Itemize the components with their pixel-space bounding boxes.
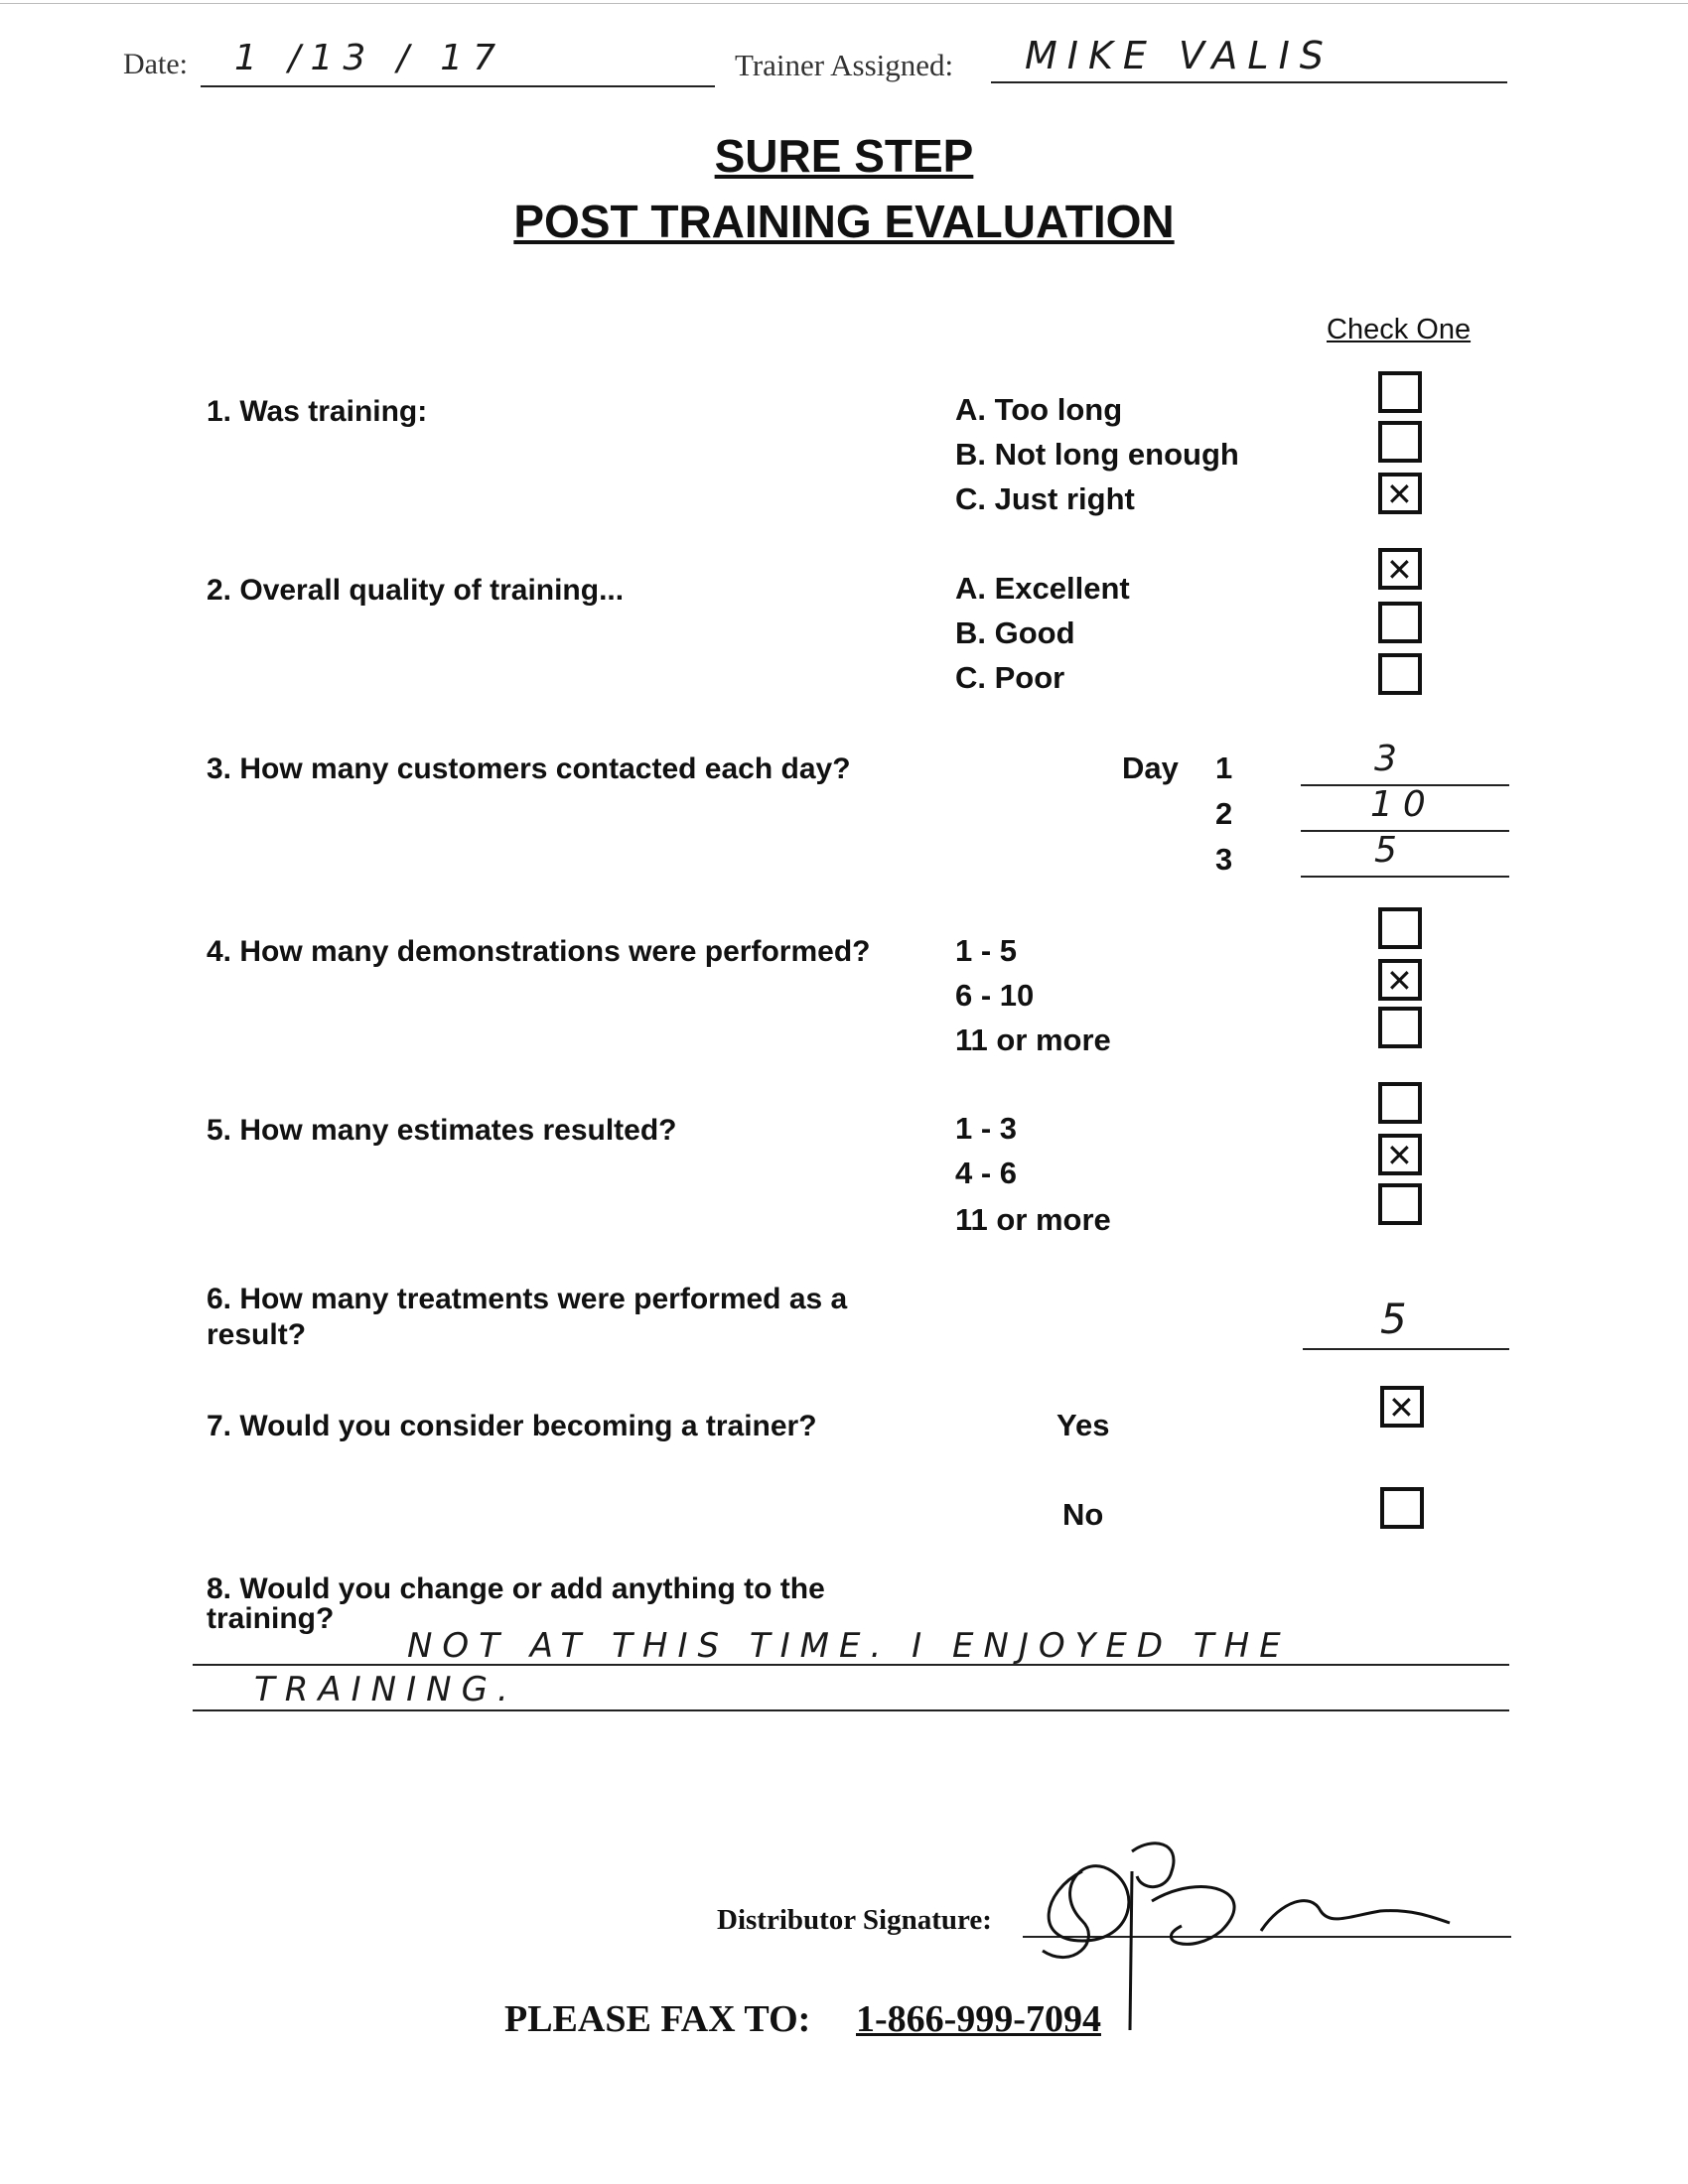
scan-top-edge	[0, 3, 1688, 4]
q5-option-1: 1 - 3	[955, 1111, 1018, 1146]
q3-day-1: 1	[1215, 751, 1233, 785]
trainer-line	[991, 81, 1507, 83]
trainer-value: MIKE VALIS	[1025, 34, 1334, 77]
question-7-label: 7. Would you consider becoming a trainer?	[207, 1410, 817, 1442]
q5-option-3: 11 or more	[955, 1202, 1111, 1237]
question-8-label-line-2: training?	[207, 1602, 335, 1635]
q3-day-1-value: 3	[1374, 739, 1407, 779]
question-4-label: 4. How many demonstrations were performed?	[207, 935, 871, 968]
q4-checkbox-3[interactable]	[1378, 1007, 1422, 1048]
signature-label: Distributor Signature:	[717, 1904, 992, 1936]
q5-checkbox-2[interactable]	[1378, 1134, 1422, 1175]
q8-line-2	[193, 1709, 1509, 1711]
q4-option-3: 11 or more	[955, 1023, 1111, 1057]
check-one-header: Check One	[1327, 314, 1472, 345]
question-1-label: 1. Was training:	[207, 395, 428, 428]
q6-value: 5	[1380, 1295, 1417, 1343]
q1-option-b: B. Not long enough	[955, 437, 1239, 472]
q3-day-2: 2	[1215, 796, 1233, 831]
question-6-label-line-2: result?	[207, 1318, 307, 1351]
q5-checkbox-3[interactable]	[1378, 1183, 1422, 1225]
q3-day-1-line	[1301, 784, 1509, 786]
q5-option-2: 4 - 6	[955, 1156, 1018, 1190]
question-5-label: 5. How many estimates resulted?	[207, 1114, 677, 1147]
q4-checkbox-2[interactable]	[1378, 959, 1422, 1001]
fax-label: PLEASE FAX TO:	[504, 1998, 811, 2040]
q2-checkbox-b[interactable]	[1378, 602, 1422, 643]
fax-number: 1-866-999-7094	[856, 1998, 1101, 2040]
question-6-label-line-1: 6. How many treatments were performed as a	[207, 1283, 848, 1315]
date-label: Date:	[123, 48, 188, 80]
q3-day-3: 3	[1215, 842, 1233, 877]
page-title	[0, 129, 1688, 248]
q7-checkbox-yes[interactable]	[1380, 1386, 1424, 1428]
q2-checkbox-c[interactable]	[1378, 653, 1422, 695]
q1-checkbox-c[interactable]	[1378, 473, 1422, 514]
q8-answer-line-2: TRAINING.	[254, 1670, 518, 1709]
question-2-label: 2. Overall quality of training...	[207, 574, 625, 607]
q2-checkbox-a[interactable]	[1378, 548, 1422, 590]
q7-checkbox-no[interactable]	[1380, 1487, 1424, 1529]
date-line	[201, 85, 715, 87]
q7-option-no: No	[1062, 1497, 1104, 1532]
q5-checkbox-1[interactable]	[1378, 1082, 1422, 1124]
q4-checkbox-1[interactable]	[1378, 907, 1422, 949]
q3-day-3-line	[1301, 876, 1509, 878]
q6-line	[1303, 1348, 1509, 1350]
date-value: 1 /13 / 17	[234, 38, 506, 78]
q3-day-2-value: 10	[1370, 784, 1436, 825]
q3-day-3-value: 5	[1374, 830, 1407, 871]
question-3-label: 3. How many customers contacted each day?	[207, 752, 851, 785]
q3-day-label: Day	[1122, 751, 1179, 785]
q1-checkbox-a[interactable]	[1378, 371, 1422, 413]
q4-option-2: 6 - 10	[955, 978, 1035, 1013]
title-line-1: SURE STEP	[714, 130, 974, 182]
q7-option-yes: Yes	[1056, 1408, 1110, 1442]
q1-option-a: A. Too long	[955, 392, 1123, 427]
q4-option-1: 1 - 5	[955, 933, 1018, 968]
q3-day-2-line	[1301, 830, 1509, 832]
q8-line-1	[193, 1664, 1509, 1666]
q2-option-c: C. Poor	[955, 660, 1065, 695]
q2-option-b: B. Good	[955, 615, 1075, 650]
title-line-2: POST TRAINING EVALUATION	[513, 196, 1175, 247]
q8-answer-line-1: NOT AT THIS TIME. I ENJOYED THE	[407, 1626, 1291, 1666]
q1-checkbox-b[interactable]	[1378, 421, 1422, 463]
q1-option-c: C. Just right	[955, 481, 1135, 516]
question-8-label-line-1: 8. Would you change or add anything to the	[207, 1572, 825, 1605]
trainer-label: Trainer Assigned:	[735, 48, 954, 82]
q2-option-a: A. Excellent	[955, 571, 1130, 606]
